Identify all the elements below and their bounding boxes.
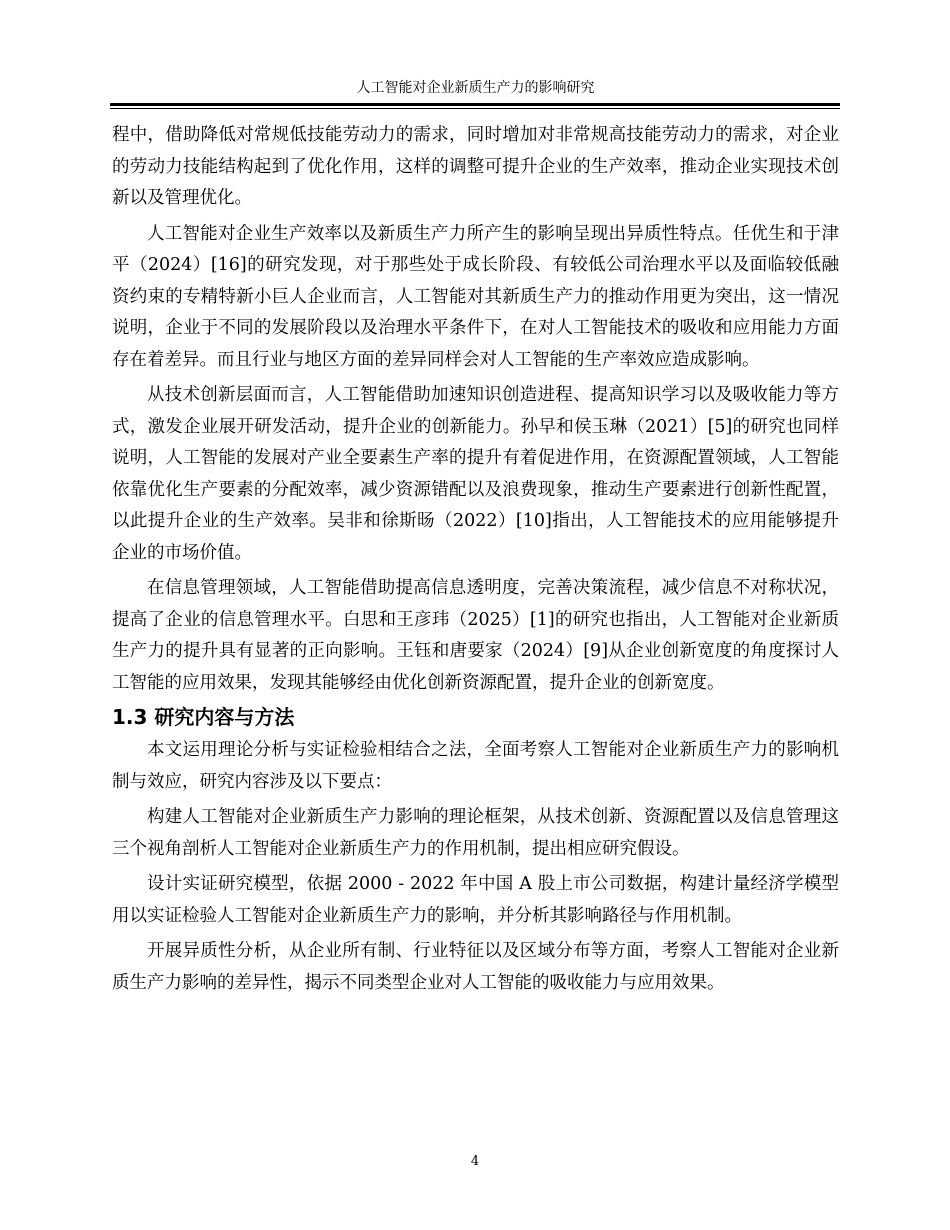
header-rule-thin: [110, 108, 840, 109]
paragraph-heterogeneity-analysis: 开展异质性分析，从企业所有制、行业特征以及区域分布等方面，考察人工智能对企业新质生产力影响的差异性，揭示不同类型企业对人工智能的吸收能力与应用效果。: [112, 941, 839, 993]
header-rule-thick: [110, 103, 840, 106]
body-text: [112, 120, 839, 1003]
paragraph-information-management: 在信息管理领域，人工智能借助提高信息透明度，完善决策流程，减少信息不对称状况，提高了企业的信息管理水平。白思和王彦玮（2025）[1]的研究也指出，人工智能对企业新质生产力的提升具有显著的正向影响。王钰和唐要家（2024）[9]从企业创新宽度的角度探讨人工智能的应用效果，发现其能够经由优化创新资源配置，提升企业的创新宽度。: [112, 578, 839, 693]
section-heading: 1.3 研究内容与方法: [112, 705, 295, 729]
paragraph-technology-innovation: 从技术创新层面而言，人工智能借助加速知识创造进程、提高知识学习以及吸收能力等方式，激发企业展开研发活动，提升企业的创新能力。孙早和侯玉琳（2021）[5]的研究也同样说明，人工智能的发展对产业全要素生产率的提升有着促进作用，在资源配置领域，人工智能依靠优化生产要素的分配效率，减少资源错配以及浪费现象，推动生产要素进行创新性配置，以此提升企业的生产效率。吴非和徐斯旸（2022）[10]指出，人工智能技术的应用能够提升企业的市场价值。: [112, 385, 839, 563]
paragraph-method-intro: 本文运用理论分析与实证检验相结合之法，全面考察人工智能对企业新质生产力的影响机制与效应，研究内容涉及以下要点：: [112, 740, 839, 792]
paragraph-theory-framework: 构建人工智能对企业新质生产力影响的理论框架，从技术创新、资源配置以及信息管理这三个视角剖析人工智能对企业新质生产力的作用机制，提出相应研究假设。: [112, 807, 839, 859]
page-number: 4: [470, 1154, 480, 1169]
paragraph-continued: 程中，借助降低对常规低技能劳动力的需求，同时增加对非常规高技能劳动力的需求，对企业的劳动力技能结构起到了优化作用，这样的调整可提升企业的生产效率，推动企业实现技术创新以及管理优化。: [112, 125, 839, 208]
running-header: 人工智能对企业新质生产力的影响研究: [356, 80, 595, 96]
paragraph-heterogeneity: 人工智能对企业生产效率以及新质生产力所产生的影响呈现出异质性特点。任优生和于津平（2024）[16]的研究发现，对于那些处于成长阶段、有较低公司治理水平以及面临较低融资约束的专精特新小巨人企业而言，人工智能对其新质生产力的推动作用更为突出，这一情况说明，企业于不同的发展阶段以及治理水平条件下，在对人工智能技术的吸收和应用能力方面存在着差异。而且行业与地区方面的差异同样会对人工智能的生产率效应造成影响。: [112, 223, 839, 370]
paragraph-empirical-model: 设计实证研究模型，依据 2000 - 2022 年中国 A 股上市公司数据，构建计量经济学模型用以实证检验人工智能对企业新质生产力的影响，并分析其影响路径与作用机制。: [112, 874, 839, 926]
